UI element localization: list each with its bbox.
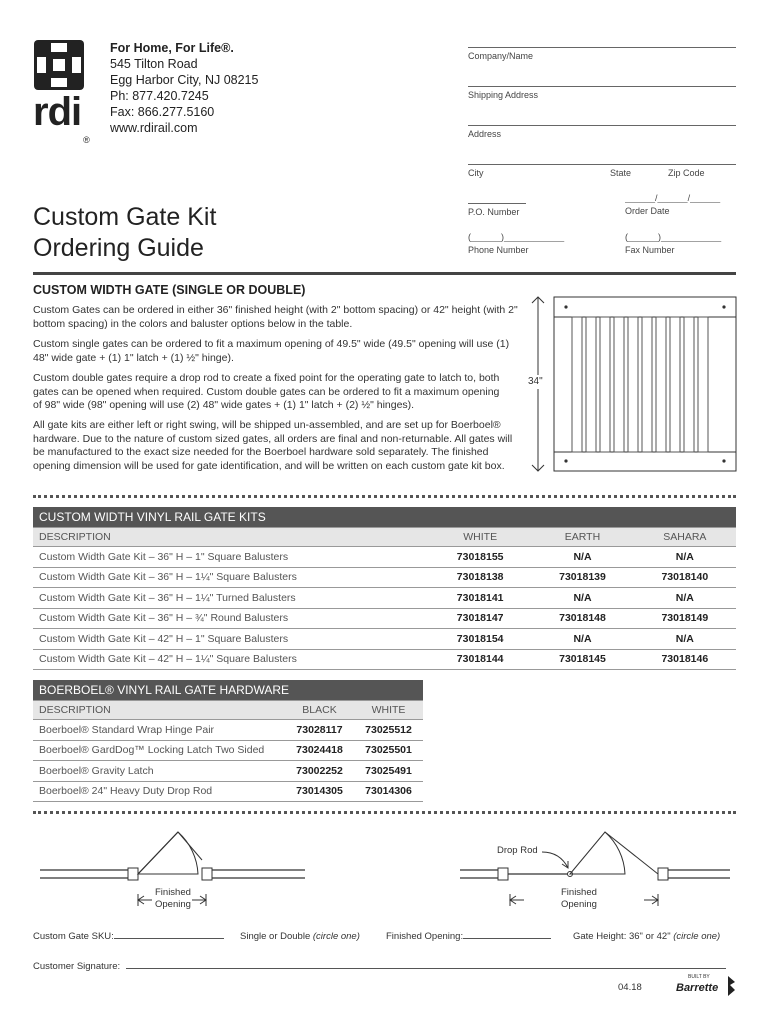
tagline: For Home, For Life®. xyxy=(110,41,234,55)
signature-field[interactable]: Customer Signature: xyxy=(33,961,726,972)
table-row: Custom Width Gate Kit – 36" H – 1¼" Square Balusters 73018138 73018139 73018140 xyxy=(33,567,736,588)
shipping-address-field[interactable]: Shipping Address xyxy=(468,86,736,100)
barrette-logo: BUILT BY Barrette xyxy=(676,974,738,1000)
page-title: Custom Gate Kit Ordering Guide xyxy=(33,203,217,262)
table-row: Boerboel® Gravity Latch 73002252 73025491 xyxy=(33,761,423,782)
gate-kits-table: CUSTOM WIDTH VINYL RAIL GATE KITS DESCRIPTION WHITE EARTH SAHARA Custom Width Gate Kit – 36" H – 1" Square Balusters 73018155 N/A N/A Custom Width Gate Kit – 36" H – 1¼" Square Balusters 73018138 73018139 73018140 Custom Width Gate Kit – 36" H – 1¼" Turned Balusters 73018141 N/A N/A Custom Width Gate Kit – 36" H – ¾" Round Balusters 73018147 73018148 73018149 Custom Width Gate Kit – 42" H – 1" Square Balusters 73018154 N/A N/A Custom Width Gate Kit – 42" H – 1¼" Square Balusters 73018144 73018145 73018146 xyxy=(33,507,736,670)
address-field[interactable]: Address xyxy=(468,125,736,139)
phone-number-field[interactable]: (______)____________ Phone Number xyxy=(468,233,565,255)
zip-label: Zip Code xyxy=(668,168,705,178)
date-code: 04.18 xyxy=(618,982,642,993)
rdi-logo-mark xyxy=(34,40,84,90)
gate-illustration xyxy=(526,295,738,473)
table-row: Custom Width Gate Kit – 36" H – 1¼" Turned Balusters 73018141 N/A N/A xyxy=(33,588,736,609)
state-label: State xyxy=(610,168,632,178)
order-date-field[interactable]: ______/______/______ Order Date xyxy=(625,194,721,216)
address-line2: Egg Harbor City, NJ 08215 xyxy=(110,73,259,87)
drop-rod-label: Drop Rod xyxy=(497,845,538,856)
sku-field[interactable]: Custom Gate SKU: xyxy=(33,931,224,942)
kits-table-title: CUSTOM WIDTH VINYL RAIL GATE KITS xyxy=(33,507,736,528)
company-info xyxy=(110,40,258,136)
hardware-table-title: BOERBOEL® VINYL RAIL GATE HARDWARE xyxy=(33,680,423,701)
table-row: Boerboel® 24" Heavy Duty Drop Rod 73014305 73014306 xyxy=(33,781,423,802)
table-row: Custom Width Gate Kit – 42" H – 1" Square Balusters 73018154 N/A N/A xyxy=(33,629,736,650)
single-double-choice[interactable]: Single or Double (circle one) xyxy=(240,931,360,942)
address-line1: 545 Tilton Road xyxy=(110,57,198,71)
company-name-field[interactable]: Company/Name xyxy=(468,47,736,61)
finished-opening-label-2: Finished Opening xyxy=(561,887,597,910)
city-label: City xyxy=(468,168,484,178)
dotted-divider-1 xyxy=(33,495,736,498)
table-row: Boerboel® Standard Wrap Hinge Pair 73028117 73025512 xyxy=(33,720,423,741)
section-heading: CUSTOM WIDTH GATE (SINGLE OR DOUBLE) xyxy=(33,283,306,297)
dotted-divider-2 xyxy=(33,811,736,814)
header-divider xyxy=(33,272,736,275)
finished-opening-label-1: Finished Opening xyxy=(155,887,191,910)
table-row: Custom Width Gate Kit – 36" H – ¾" Round Balusters 73018147 73018148 73018149 xyxy=(33,608,736,629)
phone: Ph: 877.420.7245 xyxy=(110,89,209,103)
gate-height-label: 34" xyxy=(528,376,543,387)
po-number-field[interactable]: P.O. Number xyxy=(468,203,526,217)
fax: Fax: 866.277.5160 xyxy=(110,105,215,119)
fax-number-field[interactable]: (______)____________ Fax Number xyxy=(625,233,722,255)
paragraph-2: Custom single gates can be ordered to fit a maximum opening of 49.5" wide (49.5" opening will use (1) 48" wide gate + (1) 1" latch + (1) ½" hinge). xyxy=(33,338,510,364)
table-row: Boerboel® GardDog™ Locking Latch Two Sided 73024418 73025501 xyxy=(33,740,423,761)
barrette-flag-icon xyxy=(726,976,736,996)
gate-height-choice[interactable]: Gate Height: 36" or 42" (circle one) xyxy=(573,931,721,942)
city-state-zip-field[interactable] xyxy=(468,164,736,178)
paragraph-1: Custom Gates can be ordered in either 36" finished height (with 2" bottom spacing) or 42" height (with 2" bottom spacing) in the colors and baluster options below in the table. xyxy=(33,304,518,330)
table-row: Custom Width Gate Kit – 42" H – 1¼" Square Balusters 73018144 73018145 73018146 xyxy=(33,649,736,670)
rdi-logo-text: rdi® xyxy=(33,90,89,145)
finished-opening-field[interactable]: Finished Opening: xyxy=(386,931,551,942)
paragraph-3: Custom double gates require a drop rod to create a fixed point for the operating gate to latch to, both gates can be opened when required. Custom double gates can be ordered to fit a maximum opening of 98" wide (98" opening will use (2) 48" wide gates + (1) 1" latch + (2) ½" hinges). xyxy=(33,372,500,411)
paragraph-4: All gate kits are either left or right swing, will be shipped un-assembled, and are set up for Boerboel® hardware. Due to the nature of custom sized gates, all orders are final and non-returnable. All gates will be manufactured to the exact size needed for the Boerboel hardware sold separately. The finished opening dimension will be used for gate identification, and will be written on each custom gate kit box. xyxy=(33,419,513,472)
website-link[interactable]: www.rdirail.com xyxy=(110,121,198,135)
hardware-table: BOERBOEL® VINYL RAIL GATE HARDWARE DESCRIPTION BLACK WHITE Boerboel® Standard Wrap Hinge Pair 73028117 73025512 Boerboel® GardDog™ Locking Latch Two Sided 73024418 73025501 Boerboel® Gravity Latch 73002252 73025491 Boerboel® 24" Heavy Duty Drop Rod 73014305 73014306 xyxy=(33,680,423,802)
table-row: Custom Width Gate Kit – 36" H – 1" Square Balusters 73018155 N/A N/A xyxy=(33,547,736,568)
